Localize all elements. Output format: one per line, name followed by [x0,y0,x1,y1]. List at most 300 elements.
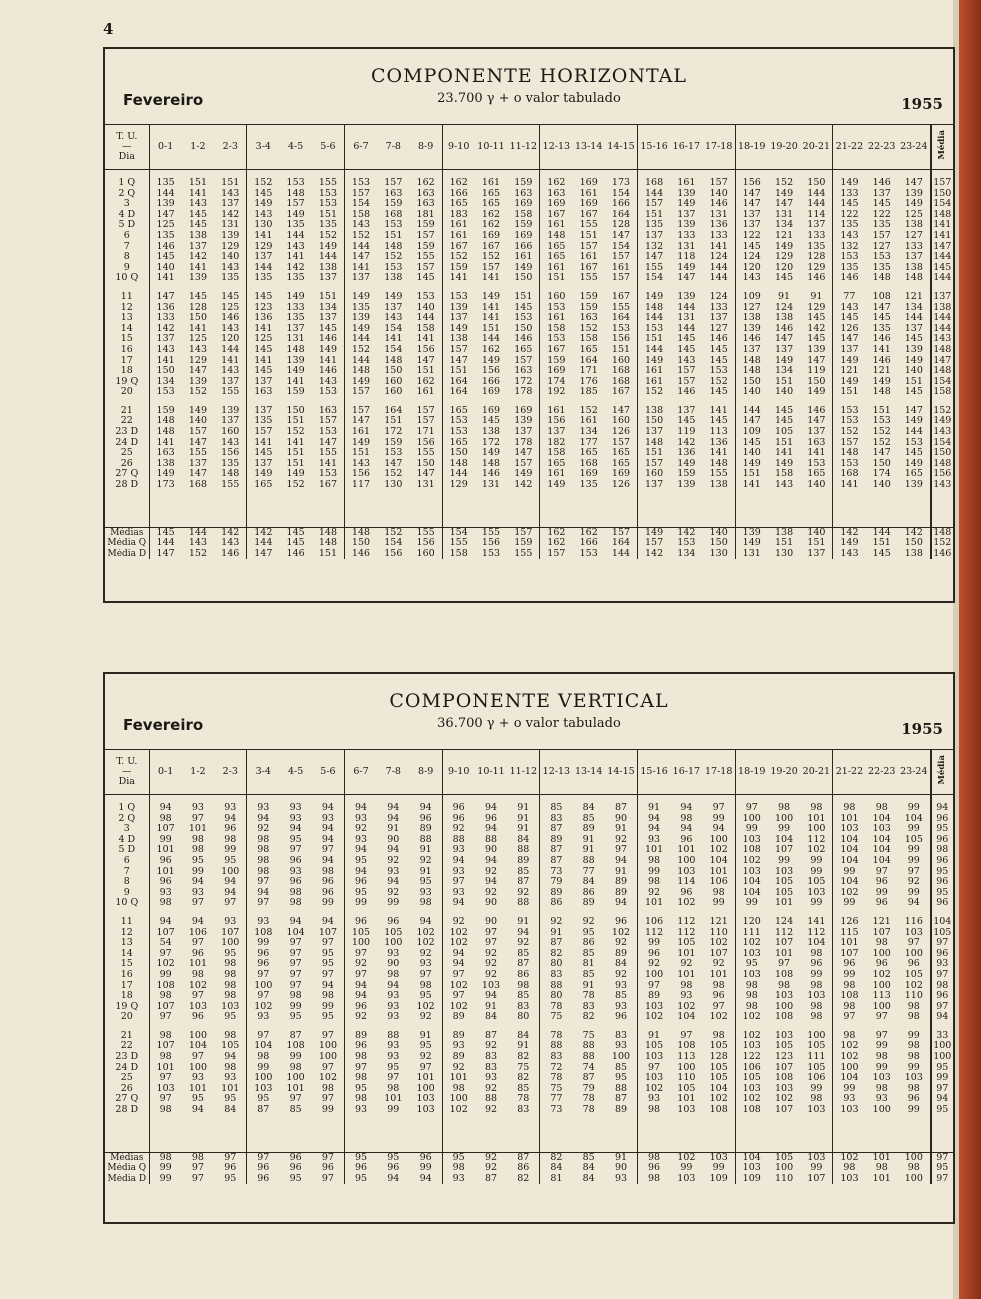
hour-value-cell: 92 [898,877,931,888]
day-row [105,1012,953,1023]
day-row [105,366,953,377]
hour-value-cell: 153 [872,252,891,263]
tu-label: T. U. [116,756,138,767]
daily-mean-cell: 150 [933,188,952,199]
hour-value-cell: 131 [286,334,305,345]
hour-value-cell: 100 [188,1030,207,1041]
hour-value-cell: 141 [156,437,175,448]
hour-value-cell: 80 [550,991,563,1002]
daily-mean-cell: 152 [933,538,952,549]
hour-value-cell: 151 [384,230,403,241]
hour-value-cell: 148 [312,538,345,549]
hour-value-cell: 147 [507,448,540,459]
hour-value-cell: 94 [312,981,345,992]
hour-value-cell: 149 [188,405,207,416]
hour-value-cell: 94 [484,991,498,1002]
hour-value-cell: 105 [768,1152,801,1163]
hour-value-cell: 98 [648,855,661,866]
day-row [105,867,953,878]
hour-value-cell: 95 [745,959,758,970]
daily-mean-cell: 97 [936,969,949,980]
hour-value-cell: 138 [156,458,175,469]
hour-value-cell: 126 [605,480,638,491]
hour-value-cell: 104 [800,938,833,949]
hour-value-cell: 84 [582,803,595,813]
hour-value-cell: 127 [703,324,736,335]
hour-value-cell: 108 [254,927,273,938]
hour-value-cell: 153 [677,538,696,549]
hour-value-cell: 99 [159,969,172,980]
hour-value-cell: 145 [214,292,247,303]
hour-value-cell: 168 [840,469,859,480]
hour-value-cell: 93 [648,1094,661,1105]
hour-value-cell: 88 [410,835,443,846]
hour-value-cell: 152 [286,427,305,438]
hour-value-cell: 159 [384,437,403,448]
hour-value-cell: 97 [159,1012,172,1023]
hour-value-cell: 100 [800,824,833,835]
hour-value-cell: 96 [648,1163,661,1174]
hour-value-cell: 112 [677,916,696,927]
hour-value-cell: 168 [605,366,638,377]
hour-value-cell: 98 [452,1083,465,1094]
hour-value-cell: 99 [898,1063,931,1074]
hour-value-cell: 87 [605,803,638,814]
hour-value-cell: 98 [745,980,758,991]
hour-value-cell: 126 [840,916,859,927]
hour-value-cell: 102 [677,898,696,909]
day-label: 13 [105,938,149,949]
hour-value-cell: 99 [159,834,172,845]
daily-mean-cell: 141 [933,230,952,241]
hour-value-cell: 87 [507,1152,540,1163]
hour-value-cell: 140 [800,527,833,538]
hour-value-cell: 97 [410,970,443,981]
hour-value-cell: 97 [257,877,270,888]
hour-value-cell: 141 [800,917,833,928]
daily-mean-cell: 97 [936,1173,949,1184]
hour-value-cell: 147 [351,252,371,263]
hour-value-cell: 141 [254,230,273,241]
hour-value-cell: 138 [742,313,761,324]
hour-value-cell: 145 [703,416,736,427]
hour-value-cell: 148 [351,366,371,377]
day-row [105,949,953,960]
hour-value-cell: 135 [840,262,859,273]
hour-value-cell: 145 [677,416,696,427]
hour-value-cell: 98 [214,981,247,992]
hour-value-cell: 102 [840,1041,859,1052]
hour-value-cell: 167 [579,262,598,273]
hour-value-cell: 130 [703,549,736,560]
hour-value-cell: 149 [156,469,175,480]
hour-value-cell: 152 [703,377,736,388]
hour-value-cell: 101 [774,898,794,909]
hour-value-cell: 151 [774,376,794,387]
hour-value-cell: 93 [605,1174,638,1185]
hour-value-cell: 141 [312,356,345,367]
hour-value-cell: 97 [257,969,270,980]
hour-value-cell: 91 [550,927,563,938]
hour-value-cell: 98 [745,991,758,1002]
hour-value-cell: 93 [214,803,247,814]
hour-header: 0-1 [149,125,182,170]
hour-value-cell: 98 [354,1094,368,1105]
hour-value-cell: 146 [774,323,794,334]
hour-value-cell: 96 [312,877,345,888]
hour-value-cell: 93 [159,887,172,898]
hour-value-cell: 83 [484,1062,498,1073]
hour-value-cell: 137 [188,458,207,469]
hour-value-cell: 126 [840,323,859,334]
hour-value-cell: 146 [312,334,345,345]
day-row [105,406,953,417]
hour-value-cell: 100 [449,1094,468,1105]
hour-value-cell: 147 [840,334,859,345]
summary-label: Médias [105,527,149,538]
hour-value-cell: 99 [778,855,791,866]
hour-value-cell: 87 [582,1073,595,1084]
day-label: 9 [105,888,149,899]
hour-value-cell: 139 [677,220,696,231]
hour-value-cell: 98 [800,1012,833,1023]
hour-value-cell: 91 [387,824,400,835]
hour-value-cell: 110 [898,991,931,1002]
hour-value-cell: 129 [188,355,207,366]
hour-value-cell: 143 [840,230,859,241]
hour-value-cell: 141 [800,448,833,459]
hour-value-cell: 93 [191,803,204,813]
hour-value-cell: 97 [159,948,172,959]
hour-value-cell: 128 [703,1052,736,1063]
hour-value-cell: 98 [289,991,302,1002]
hour-value-cell: 153 [840,416,859,427]
hour-value-cell: 102 [742,1012,761,1023]
day-row [105,1041,953,1052]
hour-value-cell: 99 [289,1001,302,1012]
hour-value-cell: 98 [898,1002,931,1013]
hour-value-cell: 159 [579,291,598,302]
hour-value-cell: 97 [312,1152,345,1163]
hour-value-cell: 147 [312,438,345,449]
daily-mean-cell: 97 [936,1001,949,1012]
hour-value-cell: 97 [452,877,465,888]
hour-value-cell: 92 [550,916,563,927]
hour-value-cell: 131 [481,480,501,491]
hour-value-cell: 151 [872,405,891,416]
hour-value-cell: 162 [547,538,566,549]
hour-value-cell: 73 [550,1105,563,1116]
day-label: 24 D [105,438,149,449]
hour-value-cell: 169 [507,231,540,242]
hour-value-cell: 155 [410,252,443,263]
media-header [931,750,953,795]
hour-value-cell: 157 [644,458,664,469]
hour-value-cell: 101 [677,1094,696,1105]
hour-value-cell: 155 [449,538,468,549]
hour-value-cell: 99 [257,1062,270,1073]
day-row [105,469,953,480]
hour-value-cell: 166 [507,242,540,253]
hour-value-cell: 98 [159,1105,172,1116]
hour-value-cell: 108 [840,991,859,1002]
hour-value-cell: 160 [547,291,566,302]
hour-value-cell: 161 [410,387,443,398]
hour-header: 10-11 [475,750,508,795]
hour-value-cell: 98 [191,834,204,845]
hour-value-cell: 137 [214,377,247,388]
hour-value-cell: 147 [605,406,638,417]
hour-value-cell: 109 [703,1174,736,1185]
hour-value-cell: 94 [387,877,400,888]
hour-value-cell: 100 [898,949,931,960]
hour-value-cell: 104 [188,1041,207,1052]
hour-value-cell: 144 [351,355,371,366]
hour-value-cell: 149 [840,538,859,549]
hour-value-cell: 157 [507,527,540,538]
hour-value-cell: 150 [410,459,443,470]
hour-value-cell: 148 [156,427,175,438]
hour-value-cell: 146 [312,366,345,377]
hour-value-cell: 153 [384,220,403,231]
hour-header: 11-12 [507,750,540,795]
hour-value-cell: 146 [351,548,371,559]
hour-value-cell: 143 [286,241,305,252]
hour-value-cell: 98 [354,1052,368,1063]
day-row [105,1052,953,1063]
hour-value-cell: 141 [286,376,305,387]
hour-value-cell: 165 [547,241,566,252]
hour-value-cell: 146 [800,406,833,417]
hour-value-cell: 98 [214,991,247,1002]
hour-value-cell: 101 [410,1073,443,1084]
hour-header: 18-19 [735,125,768,170]
hour-value-cell: 88 [507,898,540,909]
hour-value-cell: 93 [257,1012,270,1023]
hour-value-cell: 140 [703,527,736,538]
hour-value-cell: 152 [872,427,891,438]
hour-value-cell: 113 [872,991,891,1002]
hour-value-cell: 150 [188,313,207,324]
hour-value-cell: 153 [449,427,468,438]
day-label: 13 [105,313,149,324]
hour-value-cell: 91 [778,291,791,302]
hour-value-cell: 147 [898,406,931,417]
hour-value-cell: 128 [800,252,833,263]
vertical-data-table [105,750,953,1184]
daily-mean-cell: 96 [936,991,949,1002]
hour-value-cell: 185 [579,387,598,398]
hour-value-cell: 103 [872,1073,891,1084]
hour-value-cell: 103 [742,1083,761,1094]
daily-mean-cell: 98 [936,845,949,856]
hour-value-cell: 132 [644,241,664,252]
hour-value-cell: 165 [579,344,598,355]
hour-value-cell: 142 [833,527,866,538]
hour-value-cell: 153 [312,427,345,438]
hour-value-cell: 95 [354,1173,368,1184]
hour-value-cell: 142 [800,324,833,335]
hour-value-cell: 142 [507,480,540,491]
hour-value-cell: 126 [605,427,638,438]
hour-value-cell: 94 [387,980,400,991]
hour-value-cell: 94 [452,898,465,909]
daily-mean-cell: 138 [933,302,952,313]
hour-value-cell: 125 [188,334,207,345]
hour-value-cell: 92 [507,938,540,949]
hour-value-cell: 150 [703,538,736,549]
hour-value-cell: 105 [351,927,371,938]
hour-value-cell: 108 [677,1041,696,1052]
hour-value-cell: 98 [312,867,345,878]
hour-value-cell: 157 [384,178,403,188]
hour-value-cell: 151 [312,210,345,221]
hour-value-cell: 97 [484,938,498,949]
hour-value-cell: 145 [703,356,736,367]
hour-value-cell: 100 [742,813,761,824]
hour-value-cell: 164 [449,376,468,387]
hour-value-cell: 153 [507,313,540,324]
hour-value-cell: 168 [644,178,664,188]
hour-value-cell: 102 [644,1083,664,1094]
hour-value-cell: 95 [289,1012,302,1023]
hour-value-cell: 165 [898,469,931,480]
hour-value-cell: 104 [703,1084,736,1095]
hour-value-cell: 149 [644,291,664,302]
hour-value-cell: 137 [742,344,761,355]
hour-value-cell: 84 [550,1163,563,1174]
hour-value-cell: 98 [703,888,736,899]
table-title: COMPONENTE VERTICAL [389,690,669,712]
hour-value-cell: 94 [410,917,443,928]
day-row [105,324,953,335]
hour-value-cell: 143 [840,548,859,559]
hour-value-cell: 147 [156,291,175,302]
hour-value-cell: 153 [449,291,468,302]
spacer-row [105,1116,953,1153]
hour-value-cell: 94 [387,813,400,824]
hour-value-cell: 163 [410,199,443,210]
hour-value-cell: 94 [354,803,368,813]
hour-value-cell: 97 [191,1173,204,1184]
hour-value-cell: 149 [351,376,371,387]
hour-value-cell: 102 [840,1052,859,1063]
hour-value-cell: 144 [481,334,501,345]
hour-value-cell: 152 [872,437,891,448]
hour-value-cell: 169 [507,406,540,417]
hour-value-cell: 98 [703,1031,736,1042]
hour-value-cell: 94 [648,813,661,824]
hour-value-cell: 151 [188,178,207,188]
hour-value-cell: 156 [481,538,501,549]
hour-value-cell: 100 [214,867,247,878]
hour-value-cell: 95 [442,1152,475,1163]
hour-value-cell: 169 [507,199,540,210]
hour-value-cell: 94 [354,991,368,1002]
hour-value-cell: 122 [840,209,859,220]
hour-value-cell: 98 [159,898,172,909]
hour-header: 20-21 [800,125,833,170]
hour-value-cell: 111 [742,927,761,938]
hour-value-cell: 104 [774,834,794,845]
hour-value-cell: 143 [214,324,247,335]
hour-value-cell: 94 [648,824,661,835]
hour-value-cell: 100 [774,1163,794,1174]
hour-value-cell: 78 [582,1094,595,1105]
hour-value-cell: 141 [188,262,207,273]
hour-value-cell: 99 [312,898,345,909]
hour-value-cell: 148 [449,458,468,469]
hour-value-cell: 161 [507,252,540,263]
day-label: 11 [105,917,149,928]
spacer-row [105,795,953,804]
hour-value-cell: 151 [800,538,833,549]
hour-value-cell: 101 [449,1073,468,1084]
hour-value-cell: 89 [452,1012,465,1023]
hour-value-cell: 119 [800,366,833,377]
hour-value-cell: 148 [872,273,891,284]
hour-value-cell: 145 [677,334,696,345]
hour-value-cell: 148 [286,344,305,355]
day-row [105,928,953,939]
day-label: 7 [105,867,149,878]
hour-value-cell: 87 [289,1030,302,1041]
hour-value-cell: 96 [289,877,302,888]
hour-value-cell: 141 [188,188,207,199]
hour-value-cell: 148 [312,527,345,538]
daily-mean-cell: 147 [933,355,952,366]
hour-value-cell: 121 [840,366,859,377]
hour-value-cell: 97 [257,1030,270,1041]
hour-value-cell: 149 [898,459,931,470]
hour-value-cell: 144 [898,313,931,324]
hour-value-cell: 109 [742,1173,761,1184]
hour-value-cell: 103 [644,1052,664,1063]
hour-value-cell: 107 [774,845,794,856]
hour-value-cell: 104 [677,1012,696,1023]
hour-value-cell: 104 [840,845,859,856]
hour-value-cell: 89 [507,856,540,867]
hour-value-cell: 151 [312,549,345,560]
hour-value-cell: 181 [410,210,443,221]
hour-value-cell: 98 [452,1163,465,1174]
hour-value-cell: 133 [840,188,859,199]
hour-value-cell: 90 [605,814,638,825]
hour-value-cell: 100 [800,1031,833,1042]
hour-value-cell: 155 [410,448,443,459]
hour-value-cell: 169 [481,230,501,241]
day-label: 21 [105,1031,149,1042]
hour-value-cell: 169 [579,178,598,188]
hour-value-cell: 99 [680,1163,693,1174]
day-label: 5 D [105,845,149,856]
hour-value-cell: 135 [214,459,247,470]
hour-value-cell: 151 [742,469,761,480]
hour-value-cell: 157 [605,273,638,284]
hour-value-cell: 157 [507,356,540,367]
hour-value-cell: 148 [742,355,761,366]
day-row [105,459,953,470]
hour-value-cell: 107 [774,1062,794,1073]
hour-value-cell: 86 [507,1163,540,1174]
hour-value-cell: 91 [410,1031,443,1042]
hour-value-cell: 163 [800,438,833,449]
summary-label: Média Q [105,538,149,549]
hour-value-cell: 141 [254,355,273,366]
hour-value-cell: 93 [387,866,400,877]
hour-value-cell: 159 [547,355,566,366]
hour-value-cell: 153 [449,416,468,427]
